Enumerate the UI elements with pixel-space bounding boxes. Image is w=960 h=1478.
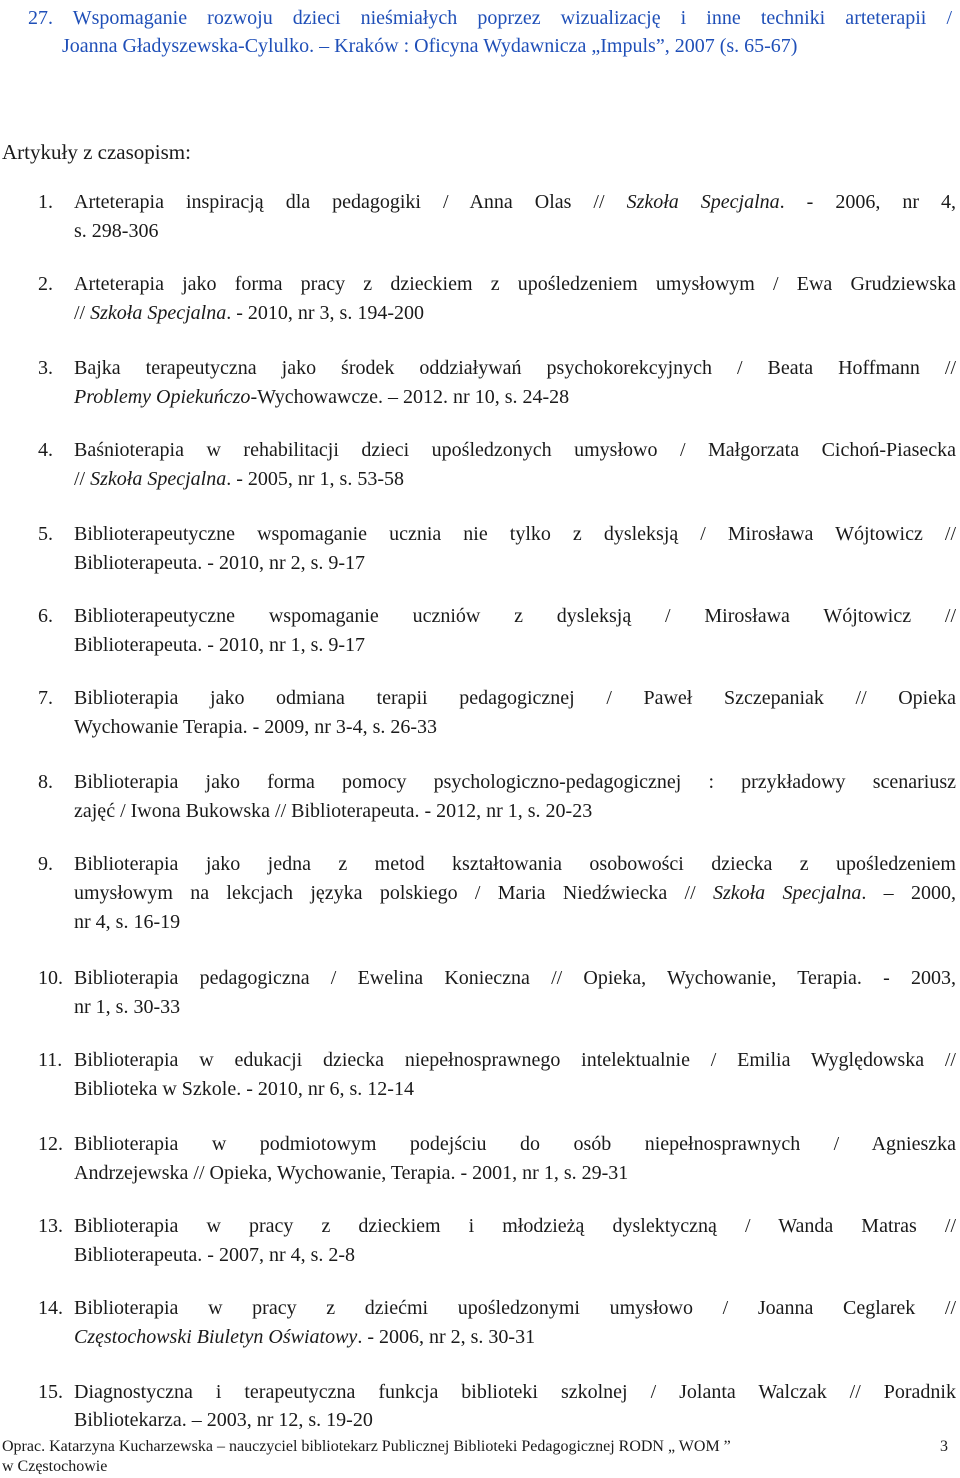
entry-11-line-1: Biblioterapia w edukacji dziecka niepełnosprawnego intelektualnie / Emilia Wyględowska // [74,1049,956,1071]
entry-14-line-1: Biblioterapia w pracy z dziećmi upośledzonymi umysłowo / Joanna Ceglarek // [74,1297,956,1319]
entry-7-line-2: Wychowanie Terapia. - 2009, nr 3-4, s. 26-33 [74,716,438,738]
entry-number: 9. [38,853,53,875]
entry-12-line-2: Andrzejewska // Opieka, Wychowanie, Terapia. - 2001, nr 1, s. 29-31 [74,1162,629,1184]
entry-number: 2. [38,273,53,295]
entry-5-line-1: Biblioterapeutyczne wspomaganie ucznia nie tylko z dysleksją / Mirosława Wójtowicz // [74,523,956,545]
section-heading: Artykuły z czasopism: [2,140,191,164]
entry-15-line-1: Diagnostyczna i terapeutyczna funkcja biblioteki szkolnej / Jolanta Walczak // Poradnik [74,1381,956,1403]
entry-4-line-2: // Szkoła Specjalna. - 2005, nr 1, s. 53-58 [74,468,404,490]
entry-number: 14. [38,1297,63,1319]
entry-number: 15. [38,1381,63,1403]
entry-14-line-2: Częstochowski Biuletyn Oświatowy. - 2006, nr 2, s. 30-31 [74,1326,536,1348]
entry-8-line-2: zajęć / Iwona Bukowska // Biblioterapeuta. - 2012, nr 1, s. 20-23 [74,800,593,822]
entry-number: 7. [38,687,53,709]
entry-2-line-1: Arteterapia jako forma pracy z dzieckiem z upośledzeniem umysłowym / Ewa Grudziewska [74,273,956,295]
top-entry-line-2[interactable]: Joanna Gładyszewska-Cylulko. – Kraków : Oficyna Wydawnicza „Impuls”, 2007 (s. 65-67) [62,35,798,57]
entry-9-line-1: Biblioterapia jako jedna z metod kształtowania osobowości dziecka z upośledzeniem [74,853,956,875]
entry-7-line-1: Biblioterapia jako odmiana terapii pedagogicznej / Paweł Szczepaniak // Opieka [74,687,956,709]
entry-number: 8. [38,771,53,793]
entry-number: 10. [38,967,63,989]
entry-10-line-2: nr 1, s. 30-33 [74,996,181,1018]
entry-1-line-2: s. 298-306 [74,220,159,242]
entry-number: 5. [38,523,53,545]
entry-5-line-2: Biblioterapeuta. - 2010, nr 2, s. 9-17 [74,552,366,574]
entry-number: 11. [38,1049,63,1071]
entry-number: 13. [38,1215,63,1237]
footer-author-line: Oprac. Katarzyna Kucharzewska – nauczyciel bibliotekarz Publicznej Biblioteki Pedagogicznej RODN „ WOM ” [2,1438,731,1455]
entry-2-line-2: // Szkoła Specjalna. - 2010, nr 3, s. 194-200 [74,302,424,324]
entry-1-line-1: Arteterapia inspiracją dla pedagogiki / Anna Olas // Szkoła Specjalna. - 2006, nr 4, [74,191,956,213]
entry-number: 1. [38,191,53,213]
entry-3-line-2: Problemy Opiekuńczo-Wychowawcze. – 2012. nr 10, s. 24-28 [74,386,570,408]
entry-number: 6. [38,605,53,627]
top-entry-line-1[interactable]: 27. Wspomaganie rozwoju dzieci nieśmiałych poprzez wizualizację i inne techniki arteterapii / [28,7,952,29]
entry-12-line-1: Biblioterapia w podmiotowym podejściu do osób niepełnosprawnych / Agnieszka [74,1133,956,1155]
entry-10-line-1: Biblioterapia pedagogiczna / Ewelina Konieczna // Opieka, Wychowanie, Terapia. - 2003, [74,967,956,989]
entry-11-line-2: Biblioteka w Szkole. - 2010, nr 6, s. 12-14 [74,1078,414,1100]
entry-number: 3. [38,357,53,379]
entry-3-line-1: Bajka terapeutyczna jako środek oddziaływań psychokorekcyjnych / Beata Hoffmann // [74,357,956,379]
entry-13-line-2: Biblioterapeuta. - 2007, nr 4, s. 2-8 [74,1244,356,1266]
entry-13-line-1: Biblioterapia w pracy z dzieckiem i młodzieżą dyslektyczną / Wanda Matras // [74,1215,956,1237]
entry-8-line-1: Biblioterapia jako forma pomocy psychologiczno-pedagogicznej : przykładowy scenariusz [74,771,956,793]
entry-number: 4. [38,439,53,461]
entry-9-line-2: umysłowym na lekcjach języka polskiego / Maria Niedźwiecka // Szkoła Specjalna. – 2000, [74,882,956,904]
entry-6-line-1: Biblioterapeutyczne wspomaganie uczniów z dysleksją / Mirosława Wójtowicz // [74,605,956,627]
footer-city-line: w Częstochowie [2,1458,108,1475]
entry-number: 12. [38,1133,63,1155]
entry-6-line-2: Biblioterapeuta. - 2010, nr 1, s. 9-17 [74,634,366,656]
entry-9-line-3: nr 4, s. 16-19 [74,911,181,933]
page-number: 3 [940,1438,948,1455]
entry-4-line-1: Baśnioterapia w rehabilitacji dzieci upośledzonych umysłowo / Małgorzata Cichoń-Piasecka [74,439,956,461]
entry-15-line-2: Bibliotekarza. – 2003, nr 12, s. 19-20 [74,1409,373,1431]
